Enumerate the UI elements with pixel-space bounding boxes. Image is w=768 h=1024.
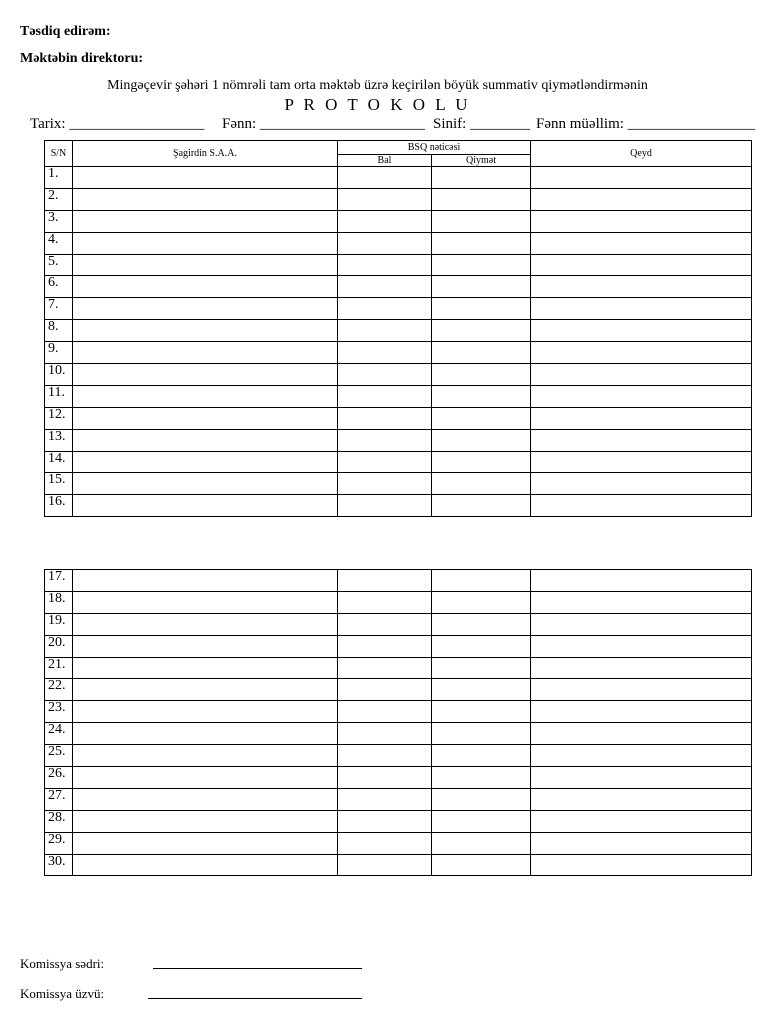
row-number: 14.	[45, 451, 73, 473]
grade-cell[interactable]	[432, 679, 531, 701]
row-number: 18.	[45, 591, 73, 613]
note-cell[interactable]	[531, 407, 752, 429]
table-row	[45, 767, 752, 789]
row-number: 10.	[45, 364, 73, 386]
note-cell[interactable]	[531, 188, 752, 210]
grade-cell[interactable]	[432, 364, 531, 386]
table-row	[45, 679, 752, 701]
row-number: 6.	[45, 276, 73, 298]
grade-cell[interactable]	[432, 854, 531, 876]
score-cell[interactable]	[338, 276, 432, 298]
grade-cell[interactable]	[432, 635, 531, 657]
student-name-cell[interactable]	[73, 679, 338, 701]
score-cell[interactable]	[338, 254, 432, 276]
director-label: Məktəbin direktoru:	[20, 51, 144, 66]
score-cell[interactable]	[338, 210, 432, 232]
row-number: 7.	[45, 298, 73, 320]
teacher-field[interactable]: Fənn müəllim: _________________	[536, 116, 756, 132]
row-number: 13.	[45, 429, 73, 451]
note-cell[interactable]	[531, 810, 752, 832]
row-number: 26.	[45, 767, 73, 789]
student-name-cell[interactable]	[73, 767, 338, 789]
score-cell[interactable]	[338, 723, 432, 745]
table-row	[45, 613, 752, 635]
header-note: Qeyd	[531, 141, 752, 167]
table-row	[45, 429, 752, 451]
protocol-table-part2	[44, 569, 752, 876]
table-row	[45, 832, 752, 854]
table-row	[45, 167, 752, 189]
score-cell[interactable]	[338, 591, 432, 613]
score-cell[interactable]	[338, 657, 432, 679]
score-cell[interactable]	[338, 810, 432, 832]
table-row	[45, 810, 752, 832]
score-cell[interactable]	[338, 767, 432, 789]
score-cell[interactable]	[338, 298, 432, 320]
score-cell[interactable]	[338, 188, 432, 210]
grade-cell[interactable]	[432, 832, 531, 854]
student-name-cell[interactable]	[73, 613, 338, 635]
row-number: 19.	[45, 613, 73, 635]
row-number: 24.	[45, 723, 73, 745]
commission-chair-label: Komissya sədri:	[20, 956, 105, 971]
student-name-cell[interactable]	[73, 167, 338, 189]
grade-cell[interactable]	[432, 767, 531, 789]
student-name-cell[interactable]	[73, 788, 338, 810]
grade-cell[interactable]	[432, 723, 531, 745]
grade-cell[interactable]	[432, 745, 531, 767]
header-result-group: BSQ nəticəsi	[338, 141, 531, 155]
note-cell[interactable]	[531, 767, 752, 789]
student-name-cell[interactable]	[73, 591, 338, 613]
note-cell[interactable]	[531, 385, 752, 407]
grade-cell[interactable]	[432, 188, 531, 210]
table-row	[45, 188, 752, 210]
note-cell[interactable]	[531, 854, 752, 876]
grade-cell[interactable]	[432, 320, 531, 342]
commission-member-label: Komissya üzvü:	[20, 986, 105, 1001]
note-cell[interactable]	[531, 591, 752, 613]
student-name-cell[interactable]	[73, 473, 338, 495]
table-row	[45, 788, 752, 810]
score-cell[interactable]	[338, 613, 432, 635]
row-number: 9.	[45, 342, 73, 364]
row-number: 5.	[45, 254, 73, 276]
note-cell[interactable]	[531, 701, 752, 723]
score-cell[interactable]	[338, 385, 432, 407]
student-name-cell[interactable]	[73, 570, 338, 592]
student-name-cell[interactable]	[73, 657, 338, 679]
table-row	[45, 701, 752, 723]
table-row	[45, 591, 752, 613]
note-cell[interactable]	[531, 429, 752, 451]
grade-cell[interactable]	[432, 385, 531, 407]
student-name-cell[interactable]	[73, 745, 338, 767]
row-number: 29.	[45, 832, 73, 854]
note-cell[interactable]	[531, 495, 752, 517]
chair-signature-line[interactable]	[153, 968, 362, 969]
row-number: 22.	[45, 679, 73, 701]
score-cell[interactable]	[338, 788, 432, 810]
student-name-cell[interactable]	[73, 832, 338, 854]
row-number: 15.	[45, 473, 73, 495]
score-cell[interactable]	[338, 635, 432, 657]
grade-cell[interactable]	[432, 701, 531, 723]
note-cell[interactable]	[531, 723, 752, 745]
date-field[interactable]: Tarix: __________________	[30, 116, 205, 132]
note-cell[interactable]	[531, 635, 752, 657]
note-cell[interactable]	[531, 613, 752, 635]
student-name-cell[interactable]	[73, 276, 338, 298]
grade-cell[interactable]	[432, 429, 531, 451]
note-cell[interactable]	[531, 342, 752, 364]
document-subtitle: Mingəçevir şəhəri 1 nömrəli tam orta məktəb üzrə keçirilən böyük summativ qiymətləndirmənin	[107, 78, 648, 93]
row-number: 1.	[45, 167, 73, 189]
student-name-cell[interactable]	[73, 210, 338, 232]
table-row	[45, 570, 752, 592]
table-row	[45, 473, 752, 495]
grade-cell[interactable]	[432, 613, 531, 635]
table-row	[45, 210, 752, 232]
score-cell[interactable]	[338, 570, 432, 592]
student-name-cell[interactable]	[73, 429, 338, 451]
score-cell[interactable]	[338, 232, 432, 254]
score-cell[interactable]	[338, 342, 432, 364]
grade-cell[interactable]	[432, 810, 531, 832]
table-row	[45, 342, 752, 364]
student-name-cell[interactable]	[73, 635, 338, 657]
score-cell[interactable]	[338, 495, 432, 517]
note-cell[interactable]	[531, 276, 752, 298]
note-cell[interactable]	[531, 210, 752, 232]
score-cell[interactable]	[338, 473, 432, 495]
header-score: Bal	[338, 155, 432, 167]
note-cell[interactable]	[531, 364, 752, 386]
grade-cell[interactable]	[432, 210, 531, 232]
row-number: 28.	[45, 810, 73, 832]
row-number: 30.	[45, 854, 73, 876]
student-name-cell[interactable]	[73, 188, 338, 210]
table-row	[45, 495, 752, 517]
grade-cell[interactable]	[432, 254, 531, 276]
table-row	[45, 723, 752, 745]
table-row	[45, 276, 752, 298]
student-name-cell[interactable]	[73, 342, 338, 364]
table-row	[45, 407, 752, 429]
row-number: 2.	[45, 188, 73, 210]
student-name-cell[interactable]	[73, 451, 338, 473]
protocol-table-part1	[44, 140, 752, 517]
score-cell[interactable]	[338, 429, 432, 451]
row-number: 27.	[45, 788, 73, 810]
student-name-cell[interactable]	[73, 385, 338, 407]
student-name-cell[interactable]	[73, 701, 338, 723]
score-cell[interactable]	[338, 364, 432, 386]
score-cell[interactable]	[338, 407, 432, 429]
note-cell[interactable]	[531, 451, 752, 473]
note-cell[interactable]	[531, 657, 752, 679]
note-cell[interactable]	[531, 570, 752, 592]
grade-cell[interactable]	[432, 451, 531, 473]
grade-cell[interactable]	[432, 407, 531, 429]
grade-cell[interactable]	[432, 473, 531, 495]
header-grade: Qiymət	[432, 155, 531, 167]
row-number: 16.	[45, 495, 73, 517]
approval-label: Təsdiq edirəm:	[20, 24, 111, 39]
table-row	[45, 320, 752, 342]
grade-cell[interactable]	[432, 167, 531, 189]
grade-cell[interactable]	[432, 657, 531, 679]
score-cell[interactable]	[338, 679, 432, 701]
table-row	[45, 298, 752, 320]
note-cell[interactable]	[531, 167, 752, 189]
row-number: 17.	[45, 570, 73, 592]
note-cell[interactable]	[531, 298, 752, 320]
table-row	[45, 657, 752, 679]
table-row	[45, 385, 752, 407]
row-number: 21.	[45, 657, 73, 679]
header-student-name: Şagirdin S.A.A.	[73, 141, 338, 167]
note-cell[interactable]	[531, 232, 752, 254]
row-number: 25.	[45, 745, 73, 767]
note-cell[interactable]	[531, 788, 752, 810]
note-cell[interactable]	[531, 473, 752, 495]
table-row	[45, 635, 752, 657]
document-title: P R O T O K O L U	[284, 95, 471, 114]
score-cell[interactable]	[338, 320, 432, 342]
grade-cell[interactable]	[432, 570, 531, 592]
student-name-cell[interactable]	[73, 320, 338, 342]
student-name-cell[interactable]	[73, 810, 338, 832]
student-name-cell[interactable]	[73, 854, 338, 876]
grade-cell[interactable]	[432, 495, 531, 517]
row-number: 8.	[45, 320, 73, 342]
student-name-cell[interactable]	[73, 407, 338, 429]
grade-cell[interactable]	[432, 298, 531, 320]
member-signature-line[interactable]	[148, 998, 362, 999]
note-cell[interactable]	[531, 745, 752, 767]
note-cell[interactable]	[531, 320, 752, 342]
table-row	[45, 254, 752, 276]
note-cell[interactable]	[531, 254, 752, 276]
row-number: 3.	[45, 210, 73, 232]
class-field[interactable]: Sinif: ________	[433, 116, 531, 132]
table-row	[45, 232, 752, 254]
grade-cell[interactable]	[432, 342, 531, 364]
student-name-cell[interactable]	[73, 298, 338, 320]
note-cell[interactable]	[531, 679, 752, 701]
note-cell[interactable]	[531, 832, 752, 854]
row-number: 23.	[45, 701, 73, 723]
row-number: 20.	[45, 635, 73, 657]
row-number: 4.	[45, 232, 73, 254]
grade-cell[interactable]	[432, 788, 531, 810]
student-name-cell[interactable]	[73, 495, 338, 517]
row-number: 12.	[45, 407, 73, 429]
student-name-cell[interactable]	[73, 232, 338, 254]
score-cell[interactable]	[338, 745, 432, 767]
header-sn: S/N	[45, 141, 73, 167]
table-row	[45, 364, 752, 386]
table-row	[45, 854, 752, 876]
score-cell[interactable]	[338, 701, 432, 723]
student-name-cell[interactable]	[73, 364, 338, 386]
table-row	[45, 451, 752, 473]
table-row	[45, 745, 752, 767]
score-cell[interactable]	[338, 832, 432, 854]
student-name-cell[interactable]	[73, 723, 338, 745]
student-name-cell[interactable]	[73, 254, 338, 276]
score-cell[interactable]	[338, 451, 432, 473]
score-cell[interactable]	[338, 167, 432, 189]
grade-cell[interactable]	[432, 276, 531, 298]
grade-cell[interactable]	[432, 232, 531, 254]
score-cell[interactable]	[338, 854, 432, 876]
subject-field[interactable]: Fənn: ______________________	[222, 116, 425, 132]
grade-cell[interactable]	[432, 591, 531, 613]
row-number: 11.	[45, 385, 73, 407]
